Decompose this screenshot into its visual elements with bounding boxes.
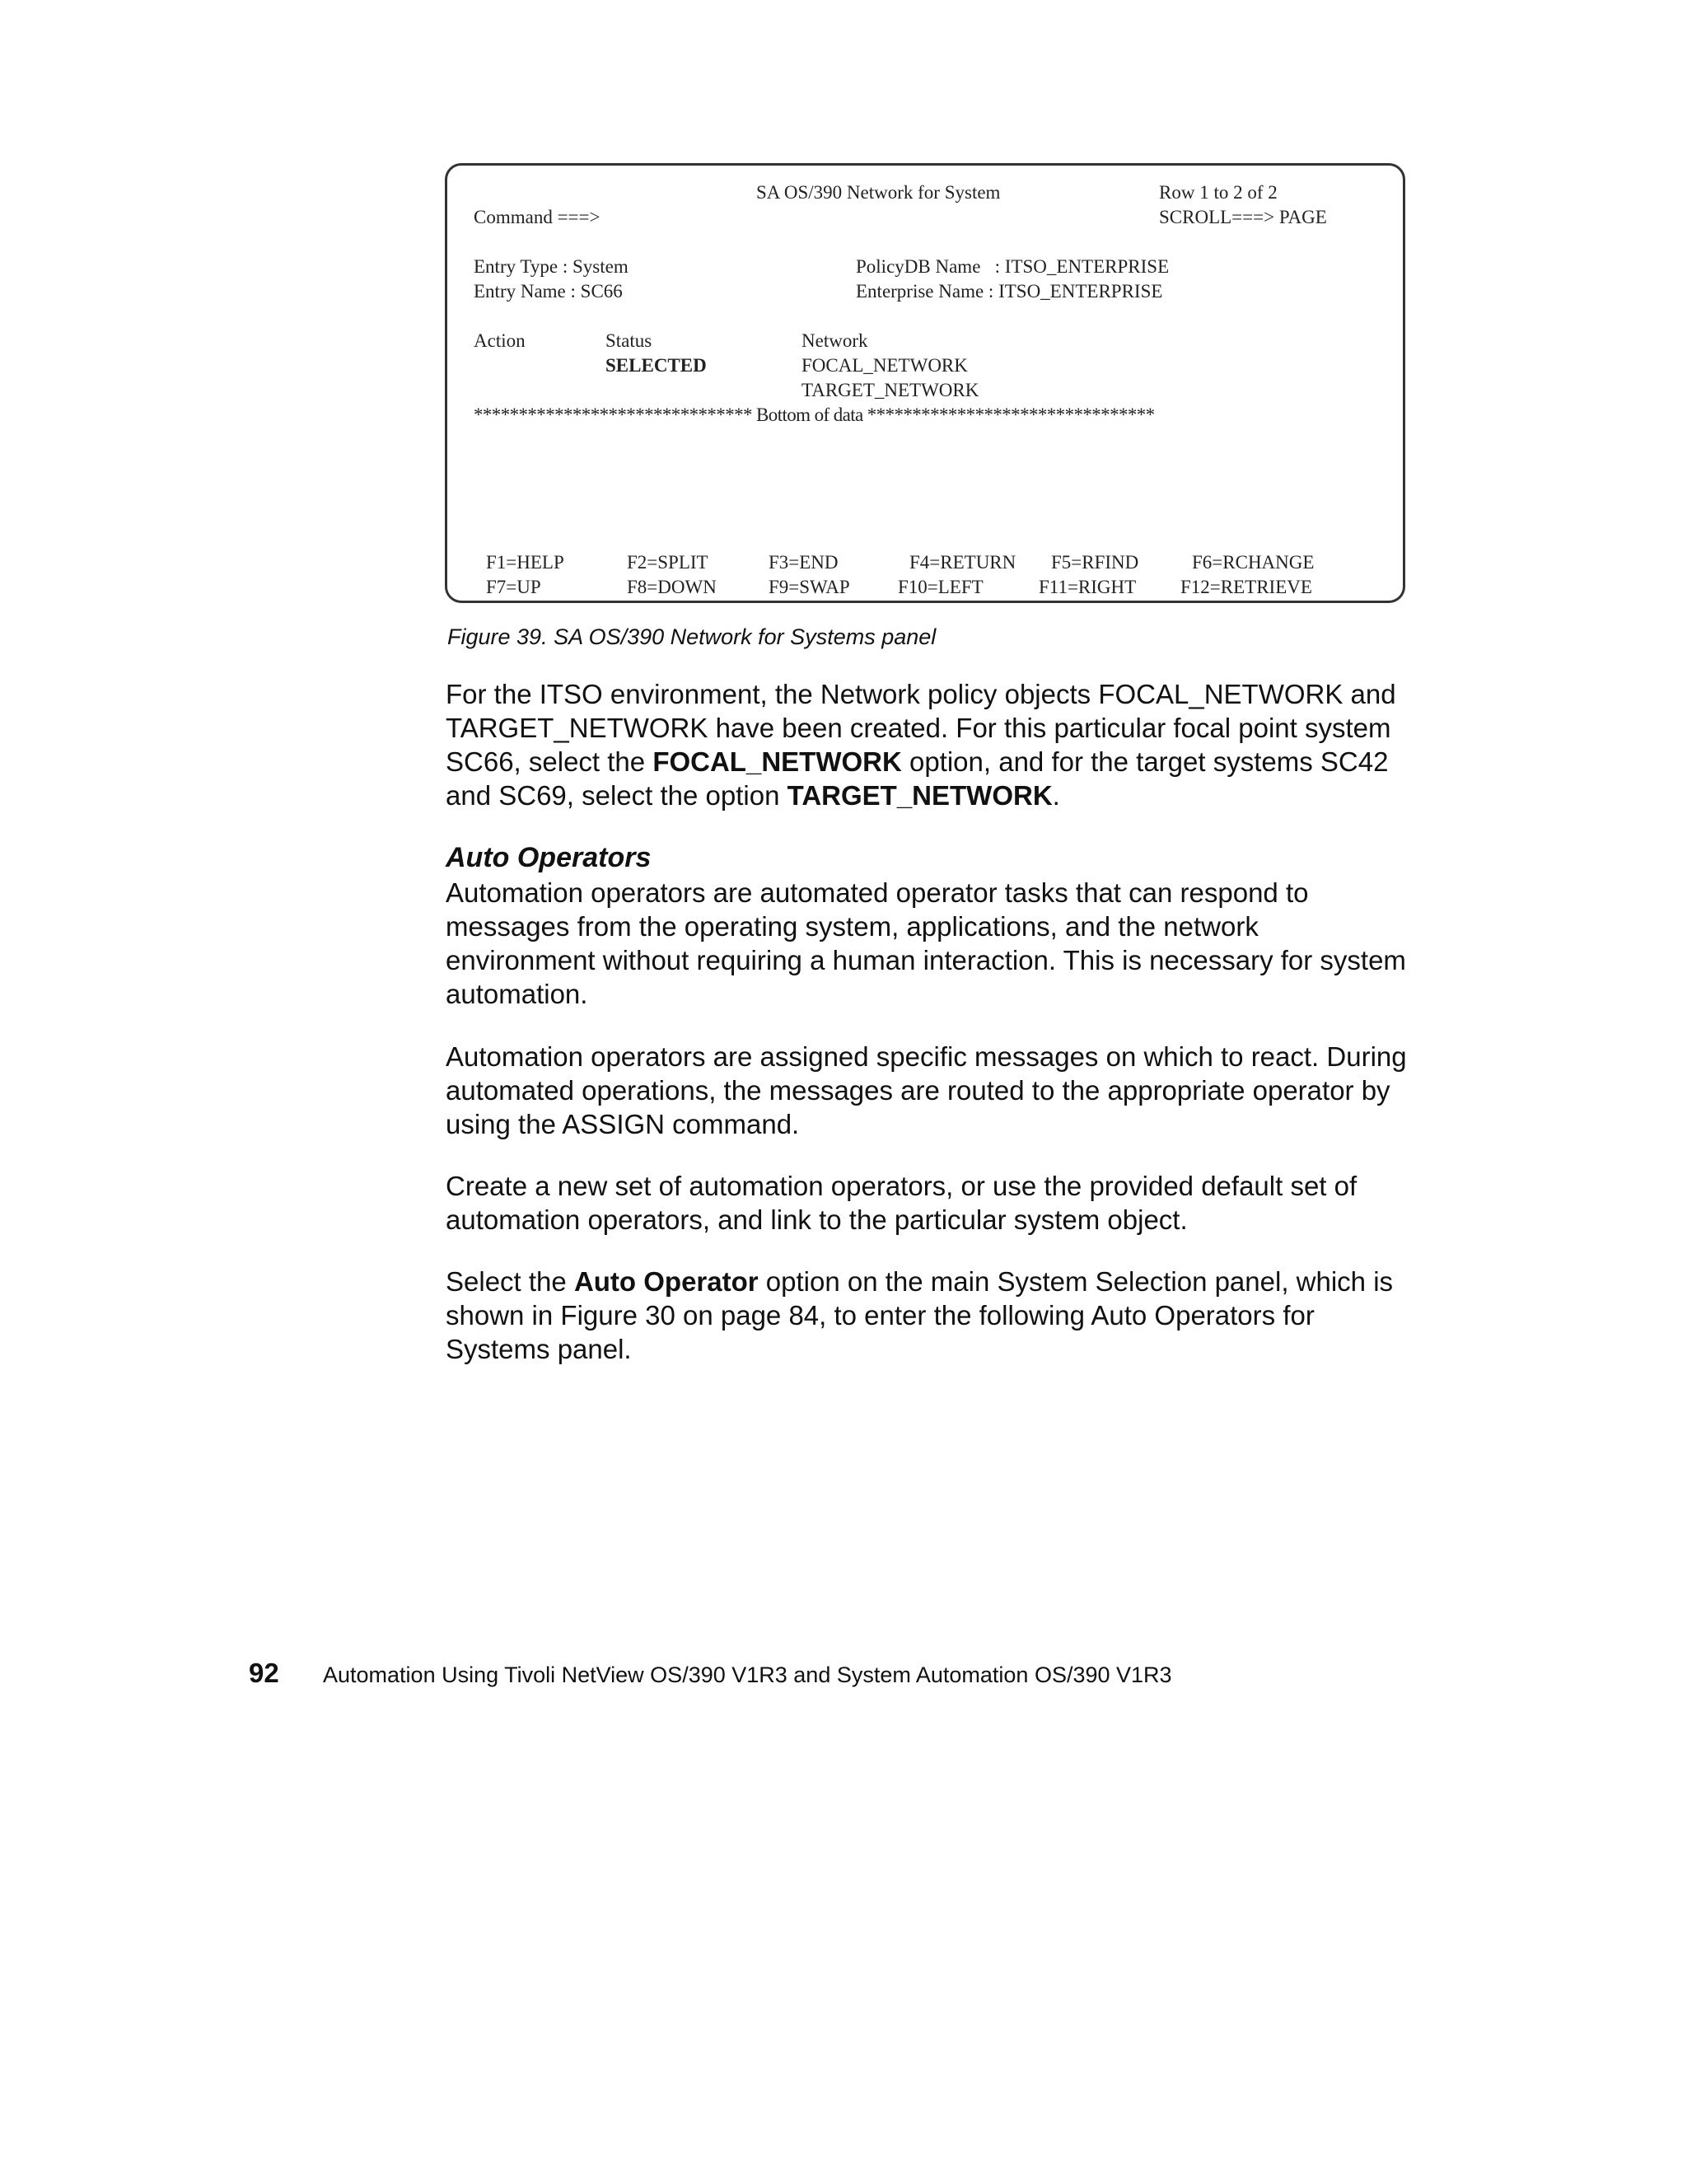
section-heading: Auto Operators bbox=[446, 842, 652, 873]
fkey-right[interactable]: F11=RIGHT bbox=[1039, 577, 1137, 597]
row-status: SELECTED bbox=[605, 355, 707, 376]
entry-type: Entry Type : System bbox=[474, 256, 629, 277]
row-info: Row 1 to 2 of 2 bbox=[1159, 182, 1278, 203]
row-network[interactable]: TARGET_NETWORK bbox=[801, 380, 979, 400]
bold-term: TARGET_NETWORK bbox=[787, 780, 1053, 811]
fkey-rfind[interactable]: F5=RFIND bbox=[1051, 552, 1139, 573]
fkey-return[interactable]: F4=RETURN bbox=[909, 552, 1016, 573]
policydb-name: PolicyDB Name : ITSO_ENTERPRISE bbox=[856, 256, 1170, 277]
paragraph-text: For the ITSO environment, the Network policy objects FOCAL_NETWORK and TARGET_NETWORK have been created. For this particular focal point system SC66, select the bbox=[446, 679, 1396, 777]
fkey-down[interactable]: F8=DOWN bbox=[627, 577, 717, 597]
command-label[interactable]: Command ===> bbox=[474, 207, 600, 227]
paragraph-text: option on the main System Selection panel, which is shown in Figure 30 on page 84, to enter the following Auto Operators for Systems panel. bbox=[446, 1266, 1394, 1364]
fkey-help[interactable]: F1=HELP bbox=[486, 552, 564, 573]
terminal-panel bbox=[445, 163, 1405, 603]
fkey-split[interactable]: F2=SPLIT bbox=[627, 552, 708, 573]
panel-title: SA OS/390 Network for System bbox=[756, 182, 1001, 203]
fkey-retrieve[interactable]: F12=RETRIEVE bbox=[1180, 577, 1312, 597]
fkey-end[interactable]: F3=END bbox=[769, 552, 839, 573]
paragraph: Automation operators are assigned specific messages on which to react. During automated operations, the messages are routed to the appropriate operator by using the ASSIGN command. bbox=[446, 1041, 1407, 1139]
row-network[interactable]: FOCAL_NETWORK bbox=[801, 355, 968, 376]
page-number: 92 bbox=[249, 1658, 279, 1688]
column-header-action: Action bbox=[474, 330, 526, 351]
paragraph bbox=[446, 677, 1409, 812]
scroll-setting[interactable]: SCROLL===> PAGE bbox=[1159, 207, 1327, 227]
fkey-swap[interactable]: F9=SWAP bbox=[769, 577, 850, 597]
paragraph: Create a new set of automation operators, or use the provided default set of automation operators, and link to the particular system object. bbox=[446, 1171, 1358, 1235]
bottom-of-data: ******************************* Bottom of data ******************************** bbox=[474, 405, 1155, 425]
enterprise-name: Enterprise Name : ITSO_ENTERPRISE bbox=[856, 281, 1163, 302]
paragraph-text: option, and for the target systems SC42 and SC69, select the option bbox=[446, 746, 1389, 811]
paragraph-text: Select the bbox=[446, 1266, 574, 1297]
footer-title: Automation Using Tivoli NetView OS/390 V1R3 and System Automation OS/390 V1R3 bbox=[323, 1663, 1172, 1687]
column-header-status: Status bbox=[605, 330, 652, 351]
fkey-left[interactable]: F10=LEFT bbox=[898, 577, 984, 597]
figure-caption: Figure 39. SA OS/390 Network for Systems panel bbox=[447, 624, 937, 649]
column-header-network: Network bbox=[801, 330, 868, 351]
paragraph bbox=[446, 1265, 1409, 1366]
paragraph-text: . bbox=[1052, 780, 1060, 811]
paragraph: Automation operators are automated operator tasks that can respond to messages from the operating system, applications, and the network environment without requiring a human interaction. This is necessary for system automation. bbox=[446, 877, 1406, 1009]
bold-term: Auto Operator bbox=[573, 1266, 759, 1297]
entry-name: Entry Name : SC66 bbox=[474, 281, 623, 302]
fkey-up[interactable]: F7=UP bbox=[486, 577, 541, 597]
fkey-rchange[interactable]: F6=RCHANGE bbox=[1192, 552, 1315, 573]
bold-term: FOCAL_NETWORK bbox=[652, 746, 902, 777]
